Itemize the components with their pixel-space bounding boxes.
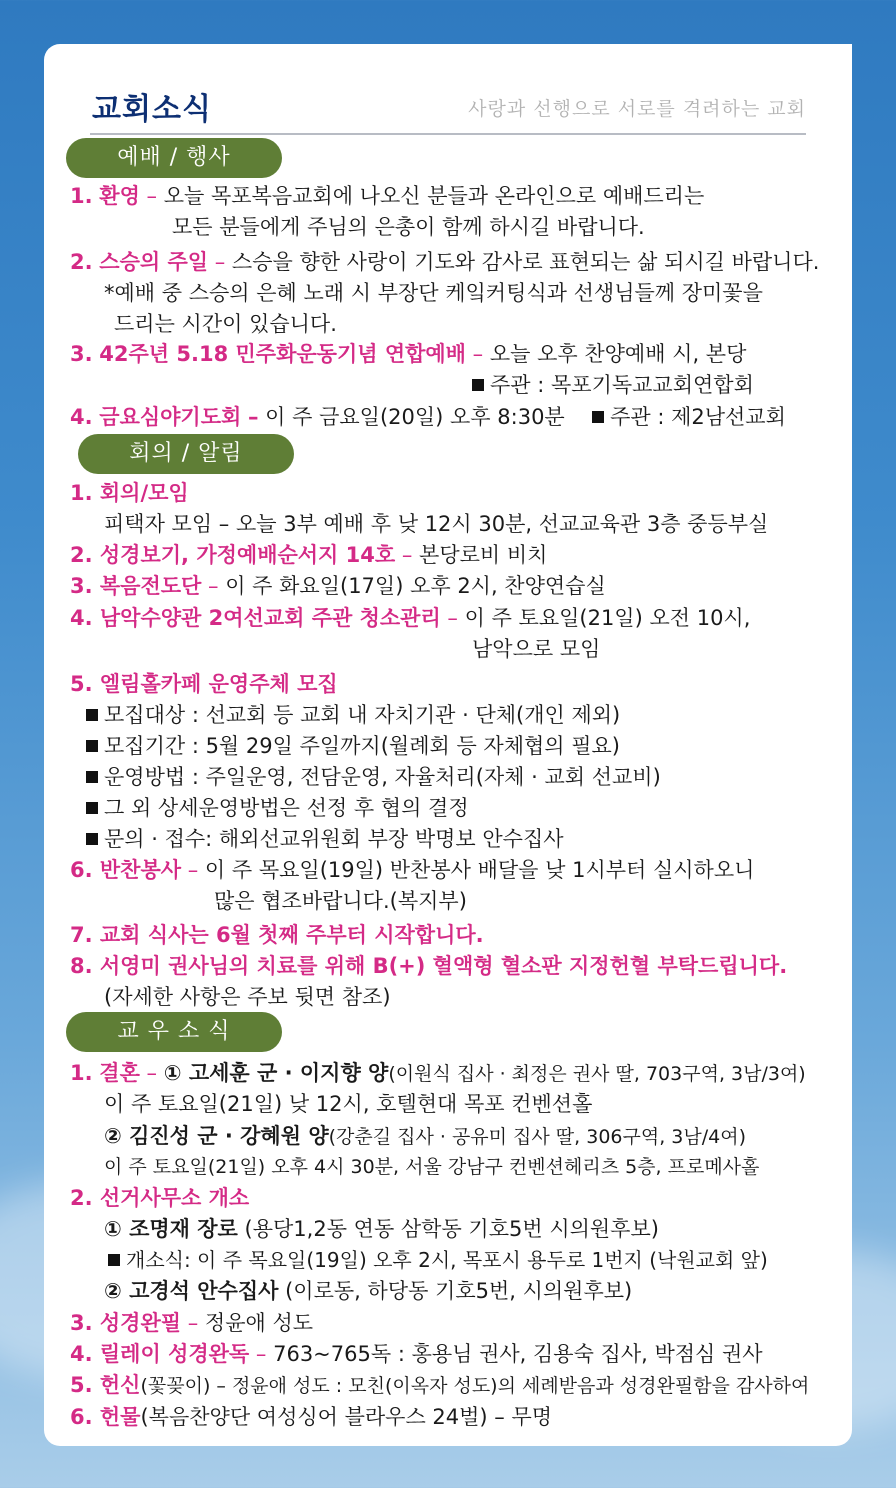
meeting-item-5-bullet: 문의 · 접수: 해외선교위원회 부장 박명보 안수집사	[86, 824, 564, 854]
worship-item-3-host: 주관 : 목포기독교교회연합회	[472, 370, 754, 400]
section-header-meeting: 회의 / 알림	[78, 434, 294, 474]
meeting-item-7: 7. 교회 식사는 6월 첫째 주부터 시작합니다.	[70, 923, 484, 947]
meeting-item-4: 4. 남악수양관 2여선교회 주관 청소관리 – 이 주 토요일(21일) 오전 10시,	[70, 606, 751, 630]
meeting-item-3: 3. 복음전도단 – 이 주 화요일(17일) 오후 2시, 찬양연습실	[70, 574, 606, 598]
members-item-2-title: 2. 선거사무소 개소	[70, 1186, 250, 1210]
meeting-item-2: 2. 성경보기, 가정예배순서지 14호 – 본당로비 비치	[70, 543, 548, 567]
members-item-4: 4. 릴레이 성경완독 – 763~765독 : 홍용님 권사, 김용숙 집사, 박점심 권사	[70, 1342, 763, 1366]
square-bullet-icon	[86, 709, 98, 721]
square-bullet-icon	[86, 802, 98, 814]
square-bullet-icon	[86, 771, 98, 783]
news-card	[44, 44, 852, 1446]
meeting-item-8: 8. 서영미 권사님의 치료를 위해 B(+) 혈액형 혈소판 지정헌혈 부탁드립니다.	[70, 954, 788, 978]
meeting-item-6-cont: 많은 협조바랍니다.(복지부)	[214, 889, 467, 913]
worship-item-1-cont: 모든 분들에게 주님의 은총이 함께 하시길 바랍니다.	[172, 215, 645, 239]
members-item-2a-open: 개소식: 이 주 목요일(19일) 오후 2시, 목포시 용두로 1번지 (낙원교회 앞)	[108, 1245, 768, 1275]
members-item-3: 3. 성경완필 – 정윤애 성도	[70, 1311, 314, 1335]
square-bullet-icon	[592, 411, 604, 423]
square-bullet-icon	[472, 379, 484, 391]
members-item-1a-time: 이 주 토요일(21일) 낮 12시, 호텔현대 목포 컨벤션홀	[104, 1092, 593, 1116]
square-bullet-icon	[86, 833, 98, 845]
worship-item-2-note-cont: 드리는 시간이 있습니다.	[114, 312, 337, 336]
meeting-item-5-bullet: 운영방법 : 주일운영, 전담운영, 자율처리(자체 · 교회 선교비)	[86, 762, 661, 792]
members-item-1b-time: 이 주 토요일(21일) 오후 4시 30분, 서울 강남구 컨벤션헤리츠 5층, 프로메사홀	[104, 1156, 760, 1178]
title-divider	[90, 133, 806, 135]
members-item-2a: ① 조명재 장로 (용당1,2동 연동 삼학동 기호5번 시의원후보)	[104, 1217, 659, 1241]
meeting-item-6: 6. 반찬봉사 – 이 주 목요일(19일) 반찬봉사 배달을 낮 1시부터 실시하오니	[70, 858, 755, 882]
meeting-item-4-cont: 남악으로 모임	[472, 637, 601, 661]
members-item-1: 1. 결혼 – ① 고세훈 군 · 이지향 양(이원식 집사 · 최정은 권사 딸, 703구역, 3남/3여)	[70, 1061, 806, 1085]
meeting-item-5-bullet: 그 외 상세운영방법은 선정 후 협의 결정	[86, 793, 469, 823]
meeting-item-5-bullet: 모집대상 : 선교회 등 교회 내 자치기관 · 단체(개인 제외)	[86, 700, 620, 730]
worship-item-2: 2. 스승의 주일 – 스승을 향한 사랑이 기도와 감사로 표현되는 삶 되시길 바랍니다.	[70, 250, 820, 274]
page-title: 교회소식	[92, 92, 212, 127]
meeting-item-1-title: 1. 회의/모임	[70, 481, 189, 505]
meeting-item-5-bullet: 모집기간 : 5월 29일 주일까지(월례회 등 자체협의 필요)	[86, 731, 620, 761]
meeting-item-8-note: (자세한 사항은 주보 뒷면 참조)	[104, 985, 391, 1009]
worship-item-1: 1. 환영 – 오늘 목포복음교회에 나오신 분들과 온라인으로 예배드리는	[70, 184, 705, 208]
worship-item-2-note: *예배 중 스승의 은혜 노래 시 부장단 케잌커팅식과 선생님들께 장미꽃을	[104, 281, 763, 305]
square-bullet-icon	[108, 1254, 120, 1266]
section-header-worship: 예배 / 행사	[66, 138, 282, 178]
church-motto: 사랑과 선행으로 서로를 격려하는 교회	[468, 98, 806, 120]
members-item-2b: ② 고경석 안수집사 (이로동, 하당동 기호5번, 시의원후보)	[104, 1279, 633, 1303]
members-item-5: 5. 헌신(꽃꽂이) – 정윤애 성도 : 모친(이옥자 성도)의 세례받음과 성경완필함을 감사하여	[70, 1373, 810, 1397]
section-header-members: 교 우 소 식	[66, 1012, 282, 1052]
worship-item-3: 3. 42주년 5.18 민주화운동기념 연합예배 – 오늘 오후 찬양예배 시, 본당	[70, 342, 747, 366]
meeting-item-5-title: 5. 엘림홀카페 운영주체 모집	[70, 672, 338, 696]
worship-item-4: 4. 금요심야기도회 – 이 주 금요일(20일) 오후 8:30분 주관 : 제2남선교회	[70, 405, 786, 429]
meeting-item-1-text: 피택자 모임 – 오늘 3부 예배 후 낮 12시 30분, 선교교육관 3층 중등부실	[104, 512, 769, 536]
members-item-6: 6. 헌물(복음찬양단 여성싱어 블라우스 24벌) – 무명	[70, 1405, 553, 1429]
members-item-1b: ② 김진성 군 · 강혜원 양(강춘길 집사 · 공유미 집사 딸, 306구역, 3남/4여)	[104, 1124, 746, 1148]
square-bullet-icon	[86, 740, 98, 752]
